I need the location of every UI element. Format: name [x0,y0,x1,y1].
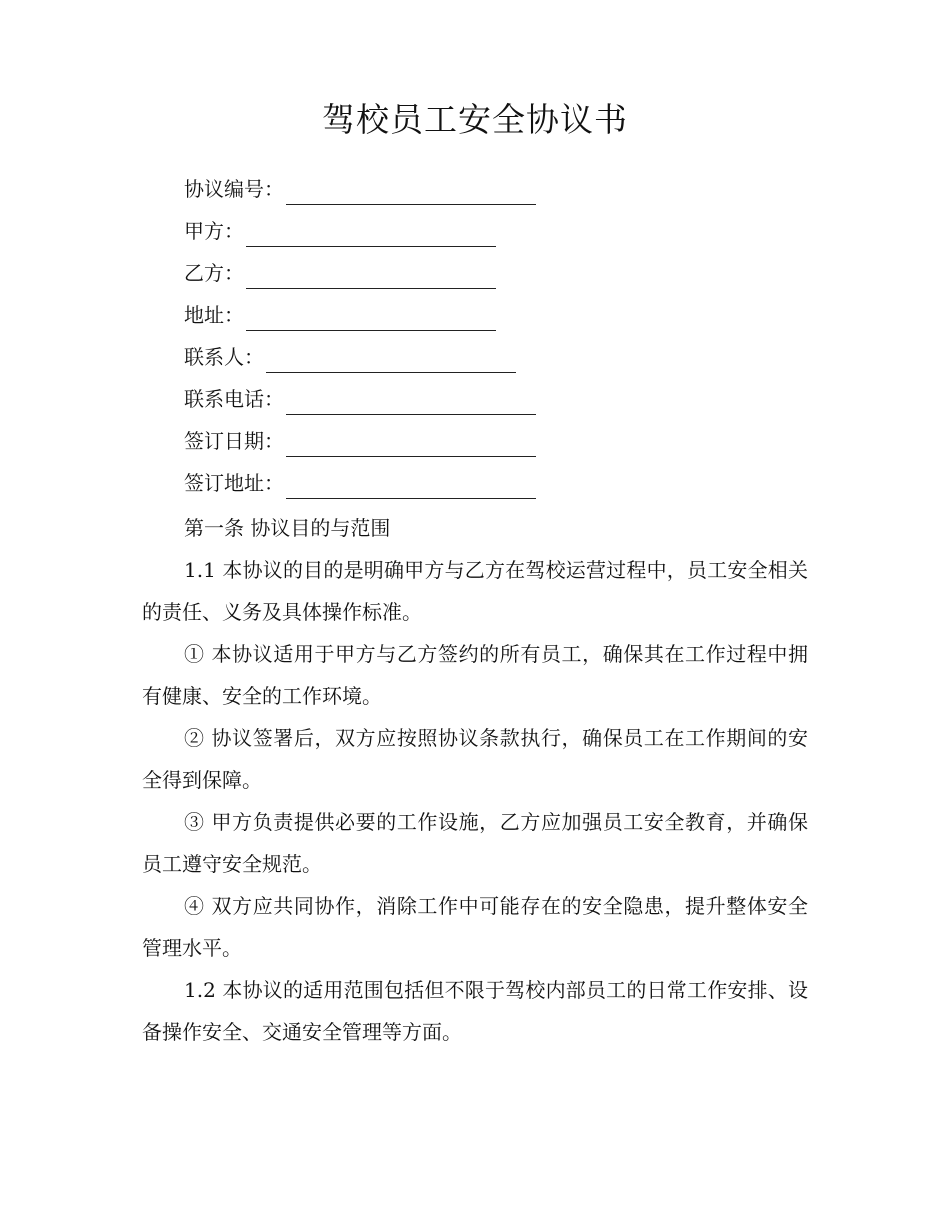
field-contact-phone [184,378,824,420]
field-signing-place [184,462,824,504]
agreement-fields [184,168,824,504]
document-title: 驾校员工安全协议书 [322,100,628,139]
field-label: 协议编号： [184,177,284,201]
fill-in-blank [286,428,536,457]
document-body [142,507,808,1053]
paragraph: ③ 甲方负责提供必要的工作设施，乙方应加强员工安全教育，并确保员工遵守安全规范。 [142,810,808,876]
field-agreement-number [184,168,824,210]
field-label: 联系人： [184,345,264,369]
fill-in-blank [266,344,516,373]
field-label: 乙方： [184,261,244,285]
field-signing-date [184,420,824,462]
fill-in-blank [286,470,536,499]
paragraph: 1.1 本协议的目的是明确甲方与乙方在驾校运营过程中，员工安全相关的责任、义务及具体操作标准。 [142,558,808,624]
fill-in-blank [246,218,496,247]
field-label: 甲方： [184,219,244,243]
section-title: 第一条 协议目的与范围 [184,516,391,540]
field-party-b [184,252,824,294]
field-label: 地址： [184,303,244,327]
field-party-a [184,210,824,252]
fill-in-blank [246,260,496,289]
paragraph: ② 协议签署后，双方应按照协议条款执行，确保员工在工作期间的安全得到保障。 [142,726,808,792]
paragraph: 1.2 本协议的适用范围包括但不限于驾校内部员工的日常工作安排、设备操作安全、交通安全管理等方面。 [142,978,808,1044]
fill-in-blank [246,302,496,331]
field-label: 签订地址： [184,471,284,495]
field-address [184,294,824,336]
field-contact-person [184,336,824,378]
fill-in-blank [286,176,536,205]
paragraph: ④ 双方应共同协作，消除工作中可能存在的安全隐患，提升整体安全管理水平。 [142,894,808,960]
fill-in-blank [286,386,536,415]
field-label: 联系电话： [184,387,284,411]
paragraph: ① 本协议适用于甲方与乙方签约的所有员工，确保其在工作过程中拥有健康、安全的工作环境。 [142,642,808,708]
field-label: 签订日期： [184,429,284,453]
